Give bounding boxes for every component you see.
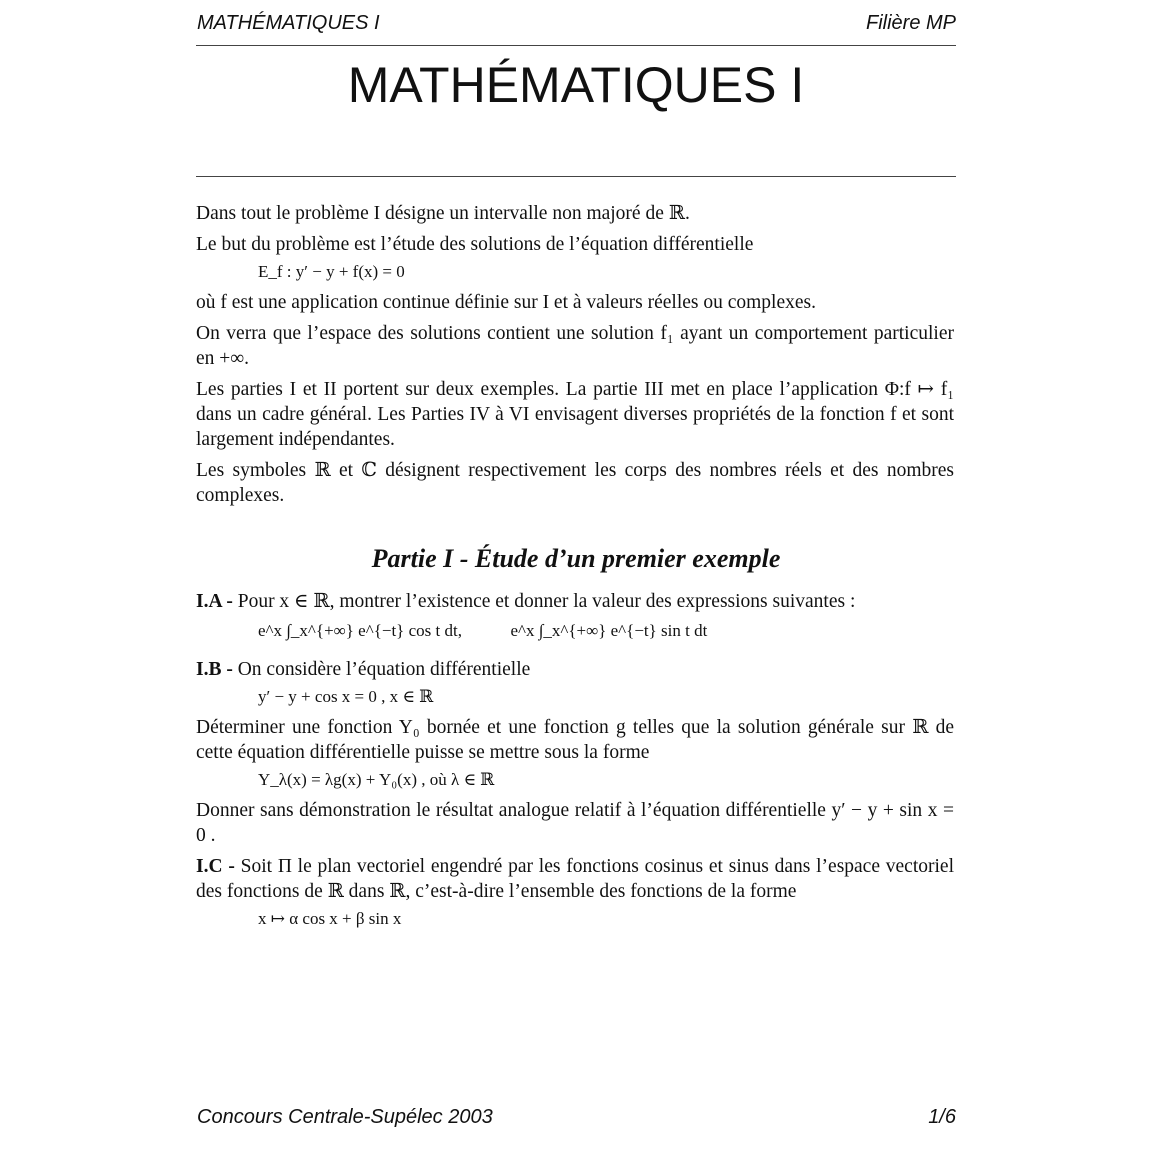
intro-paragraph-1: Dans tout le problème I désigne un intervalle non majoré de ℝ. xyxy=(196,203,690,224)
question-label-IA: I.A - xyxy=(196,591,233,612)
question-text-IA: Pour x ∈ ℝ, montrer l’existence et donner la valeur des expressions suivantes : xyxy=(237,591,856,612)
intro-block xyxy=(196,201,954,514)
question-IB xyxy=(196,657,954,682)
question-label-IC: I.C - xyxy=(196,856,235,877)
running-header-left: MATHÉMATIQUES I xyxy=(197,12,380,34)
section-I-block xyxy=(196,589,954,937)
question-IA xyxy=(196,589,954,614)
question-text-IB-2: Déterminer une fonction Y₀ bornée et une fonction g telles que la solution générale sur ℝ de cette équation différentielle puisse se mettre sous la forme xyxy=(196,717,954,763)
equation-IB-1: y′ − y + cos x = 0 , x ∈ ℝ xyxy=(258,687,434,706)
integral-expressions xyxy=(258,618,954,643)
page-number: 1/6 xyxy=(928,1106,956,1128)
running-header-right: Filière MP xyxy=(865,12,956,34)
page-title: MATHÉMATIQUES I xyxy=(347,57,805,113)
intro-paragraph-6: Les symboles ℝ et ℂ désignent respectivement les corps des nombres réels et des nombres complexes. xyxy=(196,460,954,506)
intro-paragraph-2: Le but du problème est l’étude des solutions de l’équation différentielle xyxy=(196,234,754,255)
question-text-IC: Soit Π le plan vectoriel engendré par les fonctions cosinus et sinus dans l’espace vectoriel des fonctions de ℝ dans ℝ, c’est-à-dire l’ensemble des fonctions de la forme xyxy=(196,856,954,902)
question-IC xyxy=(196,854,954,904)
equation-IB-2: Y_λ(x) = λg(x) + Y₀(x) , où λ ∈ ℝ xyxy=(258,770,495,789)
equation-IC: x ↦ α cos x + β sin x xyxy=(258,909,402,928)
running-footer-left: Concours Centrale-Supélec 2003 xyxy=(197,1106,493,1128)
question-text-IB-3: Donner sans démonstration le résultat analogue relatif à l’équation différentielle y′ − y + sin x = 0 . xyxy=(196,800,954,846)
integral-expression-1: e^x ∫_x^{+∞} e^{−t} cos t dt, xyxy=(258,621,462,640)
intro-paragraph-4: On verra que l’espace des solutions contient une solution f₁ ayant un comportement particulier en +∞. xyxy=(196,323,954,369)
title-rule xyxy=(196,176,956,177)
header-rule xyxy=(196,45,956,46)
intro-paragraph-5: Les parties I et II portent sur deux exemples. La partie III met en place l’application Φ:f ↦ f₁ dans un cadre général. Les Parties IV à VI envisagent diverses propriétés de la fonction f et sont largement indépendantes. xyxy=(196,379,954,450)
integral-expression-2: e^x ∫_x^{+∞} e^{−t} sin t dt xyxy=(510,621,708,640)
question-label-IB: I.B - xyxy=(196,659,233,680)
section-heading: Partie I - Étude d’un premier exemple xyxy=(371,544,781,573)
intro-paragraph-3: où f est une application continue définie sur I et à valeurs réelles ou complexes. xyxy=(196,292,816,313)
question-text-IB: On considère l’équation différentielle xyxy=(237,659,531,680)
equation-ef: E_f : y′ − y + f(x) = 0 xyxy=(258,262,405,281)
